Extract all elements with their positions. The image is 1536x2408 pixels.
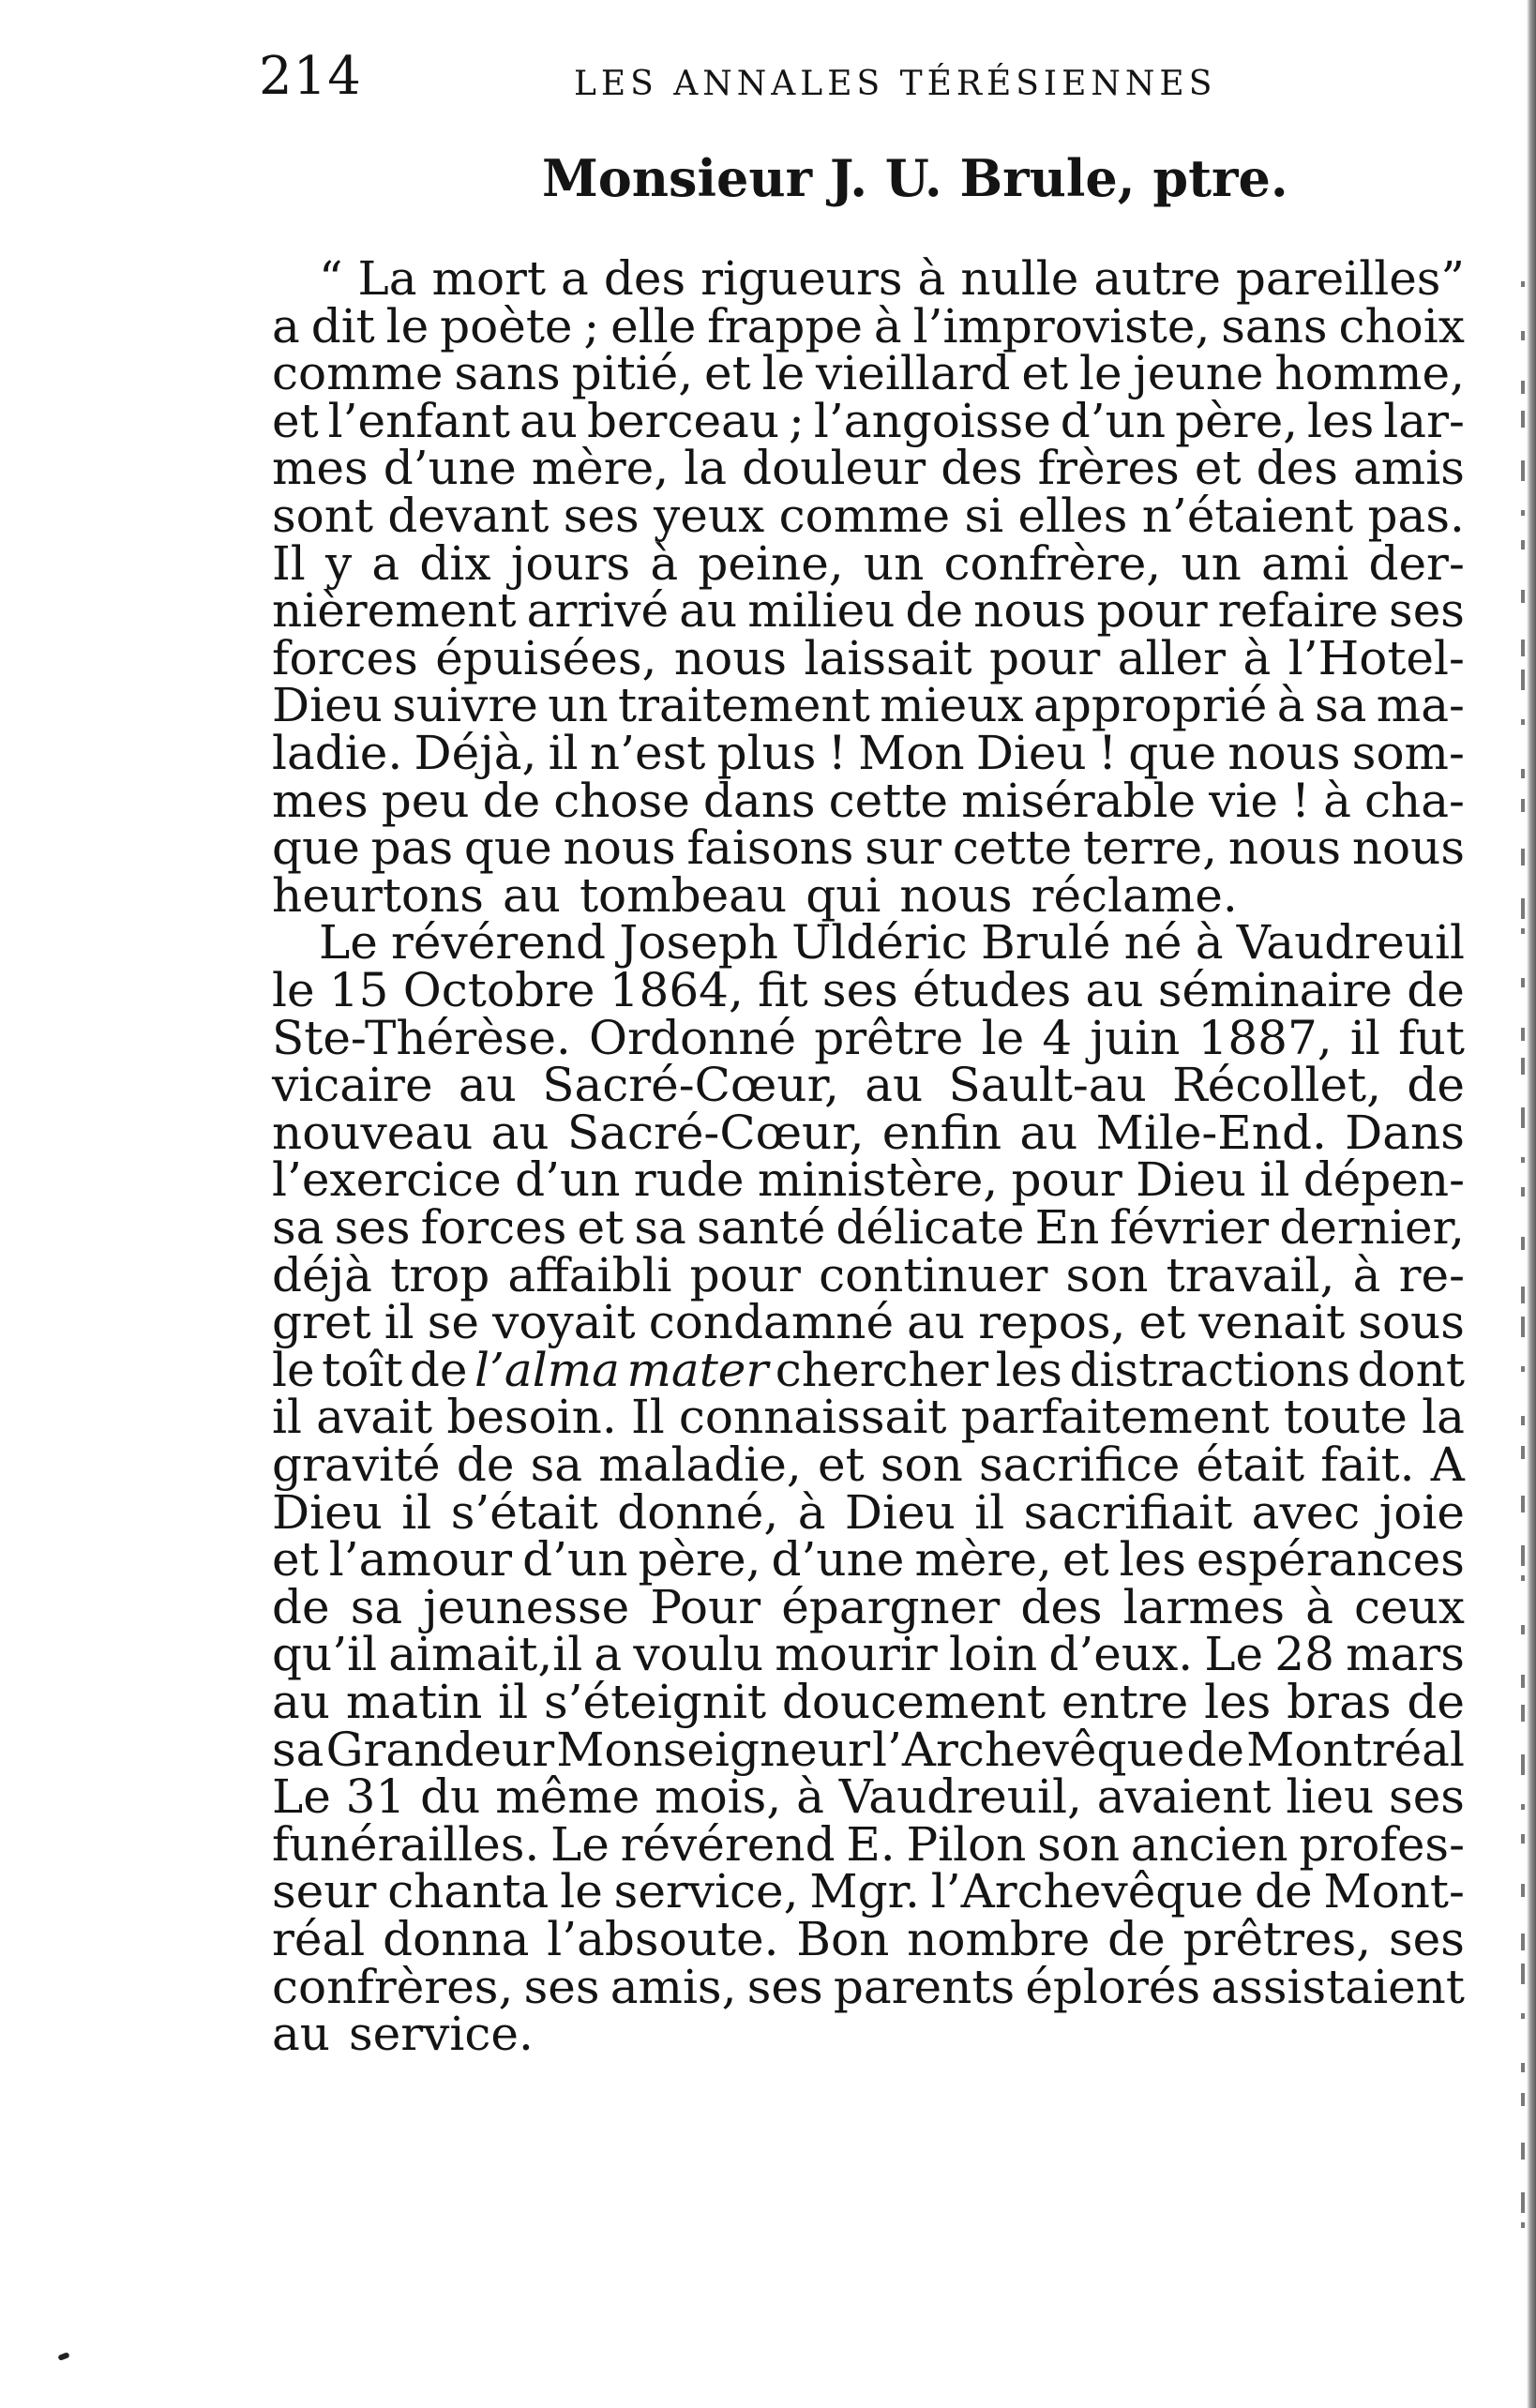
- edge-speck: [1521, 928, 1525, 934]
- text-line: nièrement arrivé au milieu de nous pour refaire ses: [272, 583, 1465, 639]
- text-line: il avait besoin. Il connaissait parfaitement toute la: [272, 1390, 1465, 1445]
- text-line: gravité de sa maladie, et son sacrifice était fait. A: [272, 1437, 1465, 1492]
- text-line: que pas que nous faisons sur cette terre, nous nous: [272, 820, 1465, 876]
- edge-speck: [1521, 460, 1525, 481]
- edge-speck: [1521, 1058, 1525, 1075]
- ink-speck: [57, 2352, 69, 2361]
- text-line: au matin il s’éteignit doucement entre les bras de: [272, 1675, 1465, 1729]
- text-line: de sa jeunesse Pour épargner des larmes à ceux: [272, 1579, 1465, 1634]
- edge-speck: [1521, 331, 1525, 340]
- edge-speck: [1521, 1446, 1525, 1459]
- text-line: sont devant ses yeux comme si elles n’étaient pas.: [272, 489, 1465, 543]
- edge-speck: [1521, 1287, 1525, 1303]
- text-line: et l’enfant au berceau ; l’angoisse d’un père, les lar-: [272, 393, 1465, 448]
- edge-speck: [1521, 1366, 1525, 1372]
- text-line: l’exercice d’un rude ministère, pour Dieu il dépen-: [272, 1152, 1465, 1208]
- text-line: qu’il aimait,il a voulu mourir loin d’eux. Le 28 mars: [272, 1627, 1465, 1682]
- edge-speck: [1521, 1625, 1525, 1634]
- text-line: vicaire au Sacré-Cœur, au Sault-au Récollet, de: [272, 1058, 1465, 1113]
- edge-speck: [1521, 1317, 1525, 1337]
- edge-speck: [1521, 1545, 1525, 1566]
- text-line: Dieu suivre un traitement mieux approprié à sa ma-: [272, 678, 1465, 733]
- edge-speck: [1521, 2192, 1525, 2213]
- edge-speck: [1521, 510, 1525, 516]
- edge-speck: [1521, 2013, 1525, 2019]
- article-title: Monsieur J. U. Brule, ptre.: [542, 148, 1288, 208]
- text-line: déjà trop affaibli pour continuer son travail, à re-: [272, 1247, 1465, 1302]
- edge-speck: [1521, 898, 1525, 919]
- text-line: confrères, ses amis, ses parents éplorés assistaient: [272, 1959, 1465, 2014]
- edge-speck: [1521, 590, 1525, 603]
- edge-speck: [1521, 2222, 1525, 2228]
- text-line: au service.: [272, 2007, 534, 2062]
- text-line: comme sans pitié, et le vieillard et le jeune homme,: [272, 346, 1465, 401]
- edge-speck: [1521, 1237, 1525, 1250]
- text-line: funérailles. Le révérend E. Pilon son ancien profes-: [272, 1816, 1465, 1872]
- edge-speck: [1521, 1157, 1525, 1163]
- edge-speck: [1521, 670, 1525, 690]
- text-line: Ste-Thérèse. Ordonné prêtre le 4 juin 1887, il fut: [272, 1010, 1465, 1065]
- edge-speck: [1521, 1705, 1525, 1722]
- edge-speck: [1521, 1884, 1525, 1897]
- edge-speck: [1521, 1496, 1525, 1513]
- edge-speck: [1521, 1804, 1525, 1810]
- text-line: ladie. Déjà, il n’est plus ! Mon Dieu ! que nous som-: [272, 726, 1465, 780]
- text-line: réal donna l’absoute. Bon nombre de prêtres, ses: [272, 1912, 1465, 1966]
- edge-speck: [1521, 1834, 1525, 1844]
- text-line: le 15 Octobre 1864, fit ses études au séminaire de: [272, 963, 1465, 1017]
- page-number: 214: [259, 46, 362, 107]
- text-line: le toît de l’alma mater chercher les distractions dont: [272, 1342, 1465, 1397]
- text-line: mes peu de chose dans cette misérable vie ! à cha-: [272, 773, 1465, 828]
- text-line: heurtons au tombeau qui nous réclame.: [272, 867, 1238, 923]
- edge-speck: [1521, 1575, 1525, 1581]
- edge-speck: [1521, 978, 1525, 987]
- text-line: nouveau au Sacré-Cœur, enfin au Mile-End. Dans: [272, 1105, 1465, 1160]
- text-line: forces épuisées, nous laissait pour aller à l’Hotel-: [272, 630, 1465, 685]
- text-line: Le révérend Joseph Uldéric Brulé né à Vaudreuil: [319, 915, 1465, 971]
- edge-speck: [1521, 799, 1525, 812]
- text-line: Dieu il s’était donné, à Dieu il sacrifiait avec joie: [272, 1484, 1465, 1540]
- edge-speck: [1521, 381, 1525, 394]
- text-line: sa Grandeur Monseigneur l’Archevêque de Montréal: [272, 1722, 1465, 1777]
- text-line: a dit le poète ; elle frappe à l’improviste, sans choix: [272, 298, 1465, 354]
- edge-speck: [1521, 640, 1525, 656]
- edge-speck: [1521, 2093, 1525, 2106]
- running-head: LES ANNALES TÉRÉSIENNES: [574, 65, 1217, 103]
- text-line: Il y a dix jours à peine, un confrère, un ami der-: [272, 535, 1465, 591]
- text-line: sa ses forces et sa santé délicate En février dernier,: [272, 1200, 1465, 1255]
- edge-speck: [1521, 849, 1525, 865]
- edge-speck: [1521, 540, 1525, 549]
- text-line: seur chanta le service, Mgr. l’Archevêque de Mont-: [272, 1864, 1465, 1919]
- edge-speck: [1521, 1934, 1525, 1950]
- text-line: “ La mort a des rigueurs à nulle autre pareilles”: [319, 251, 1465, 306]
- edge-speck: [1521, 1107, 1525, 1128]
- edge-speck: [1521, 411, 1525, 428]
- edge-speck: [1521, 2143, 1525, 2160]
- edge-speck: [1521, 1187, 1525, 1196]
- text-line: et l’amour d’un père, d’une mère, et les espérances: [272, 1532, 1465, 1588]
- edge-speck: [1521, 1416, 1525, 1425]
- edge-speck: [1521, 1028, 1525, 1041]
- edge-speck: [1521, 769, 1525, 778]
- edge-speck: [1521, 719, 1525, 725]
- binding-edge: [1527, 0, 1536, 2408]
- text-line: gret il se voyait condamné au repos, et venait sous: [272, 1295, 1465, 1350]
- edge-speck: [1521, 1675, 1525, 1688]
- text-line: mes d’une mère, la douleur des frères et des amis: [272, 441, 1465, 496]
- edge-speck: [1521, 281, 1525, 287]
- edge-speck: [1521, 1964, 1525, 1984]
- text-line: Le 31 du même mois, à Vaudreuil, avaient lieu ses: [272, 1769, 1465, 1825]
- edge-speck: [1521, 1754, 1525, 1775]
- edge-speck: [1521, 2063, 1525, 2072]
